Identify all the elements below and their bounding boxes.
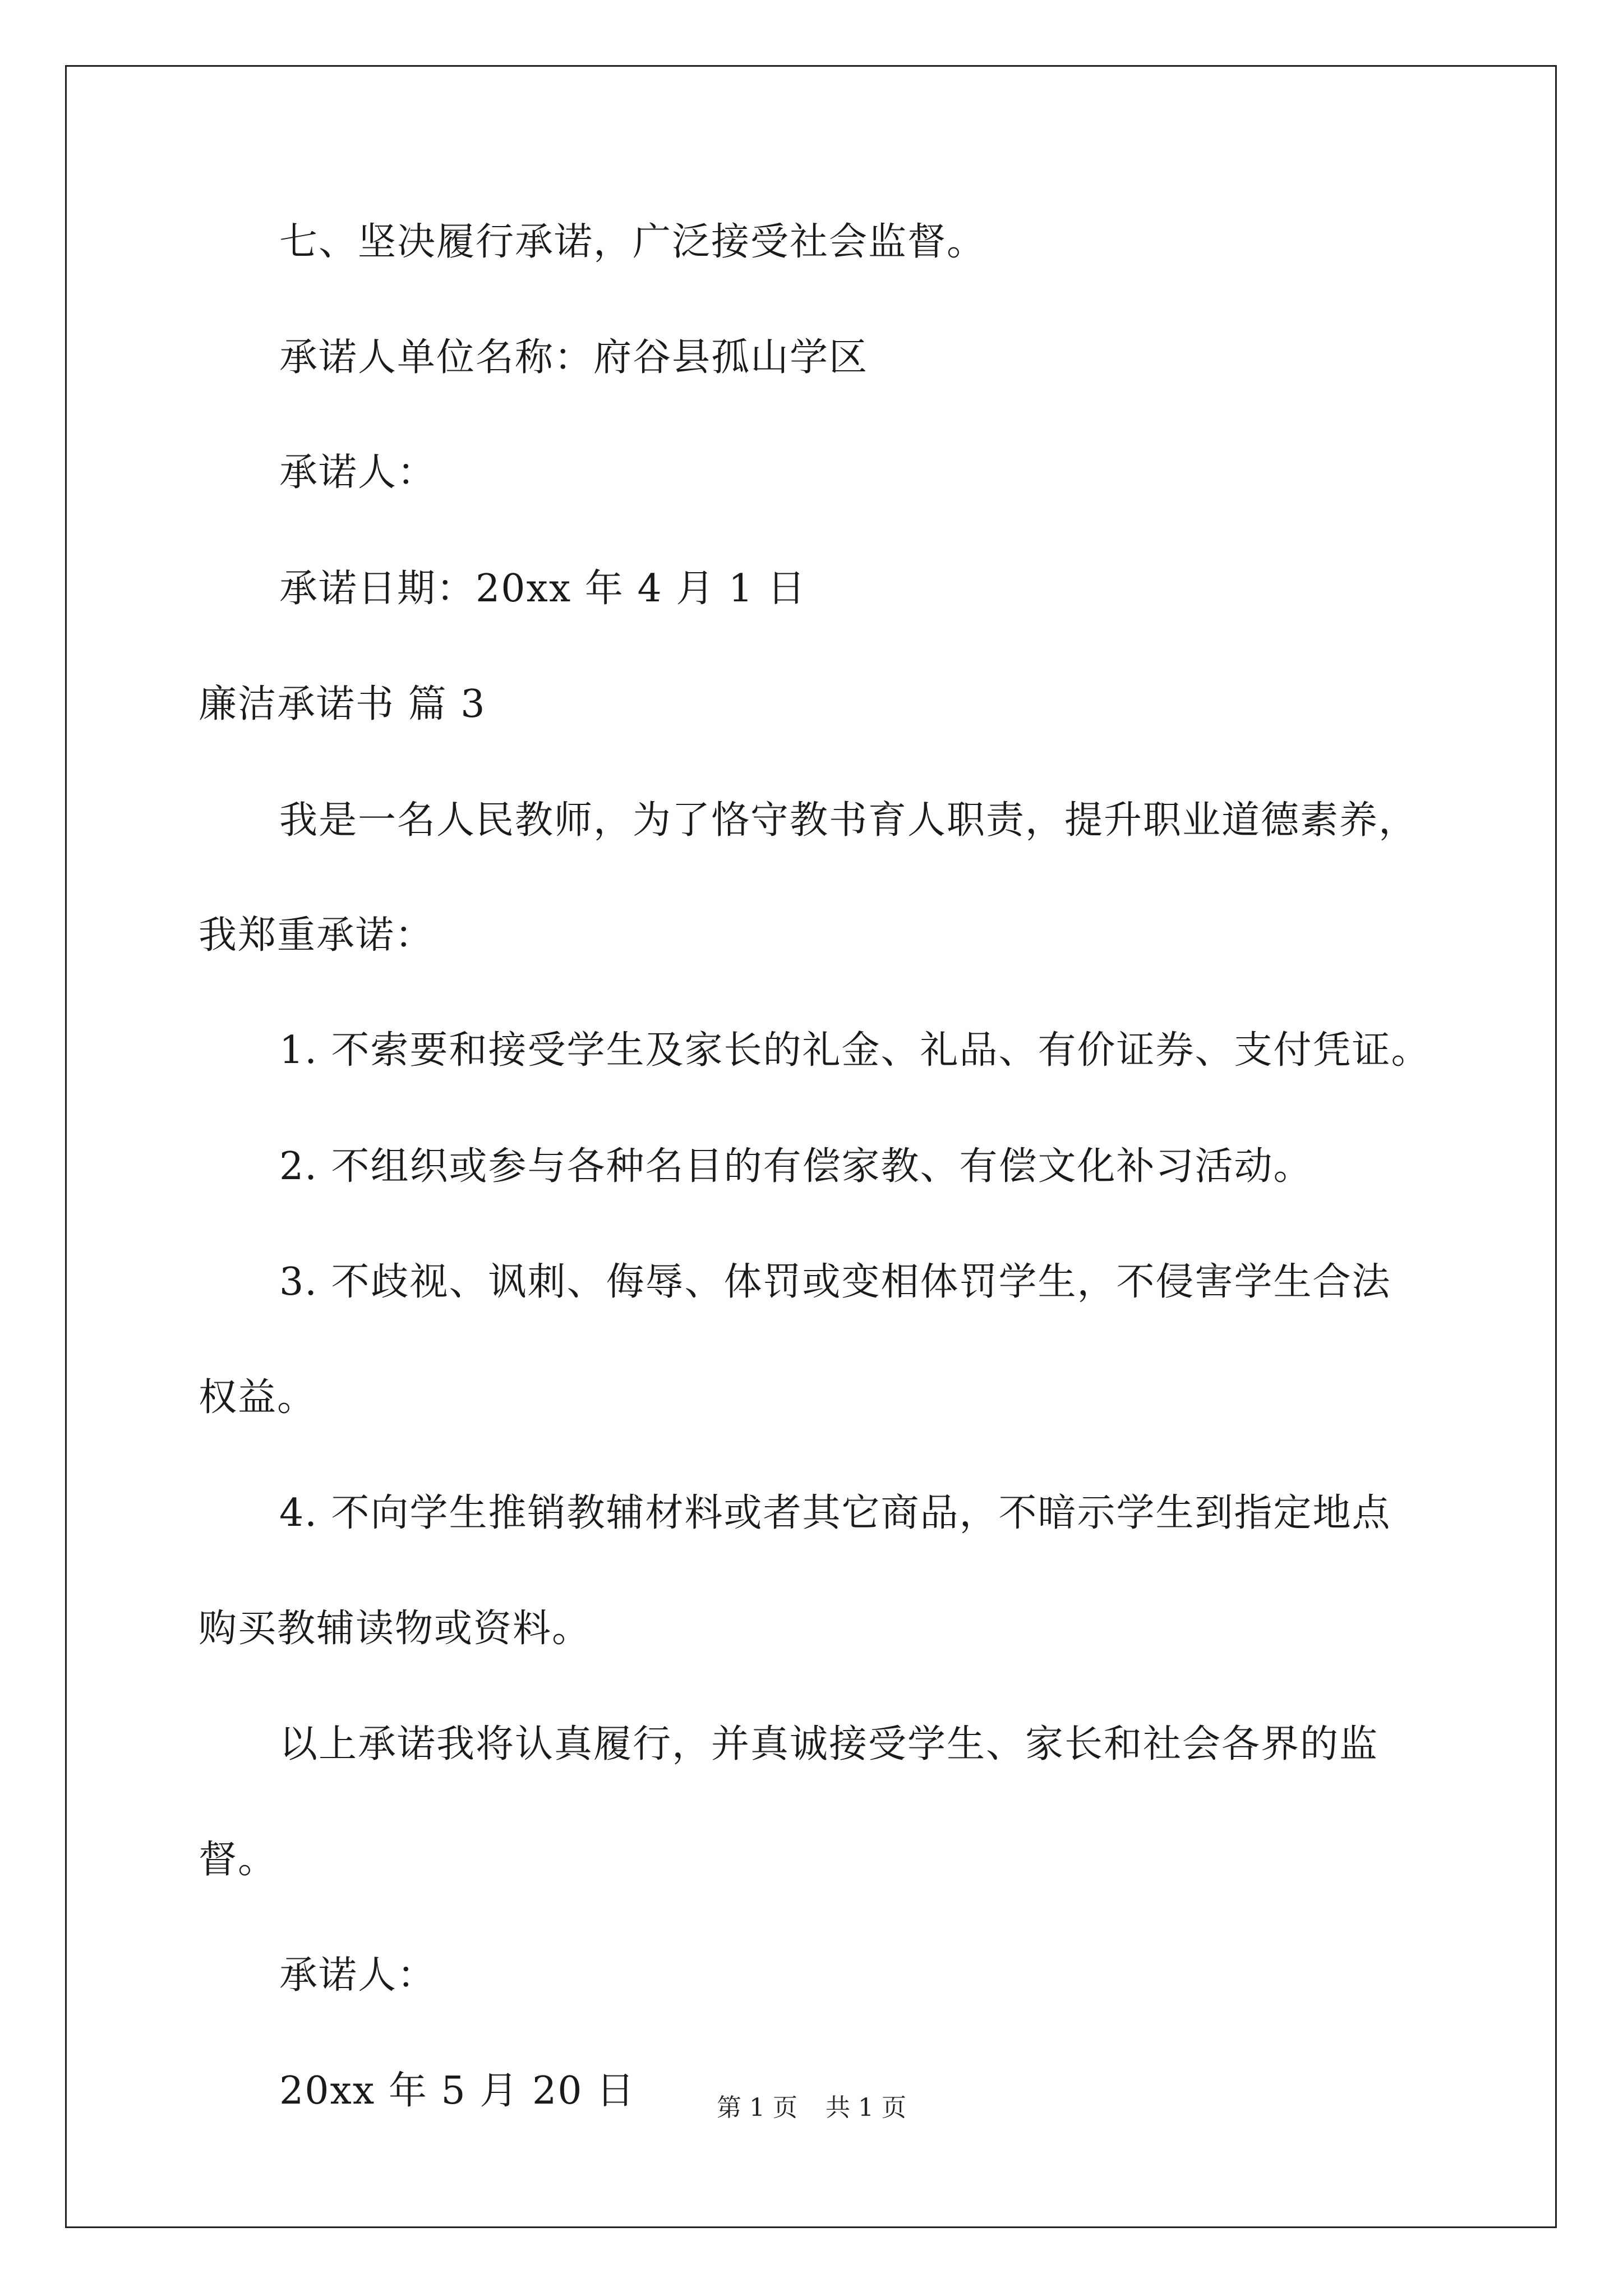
signature-date: 20xx 年 5 月 20 日: [279, 2069, 636, 2113]
closing-line-2: 督。: [199, 1838, 278, 1882]
clause-7: 七、坚决履行承诺，广泛接受社会监督。: [279, 220, 986, 264]
closing-line-1: 以上承诺我将认真履行，并真诚接受学生、家长和社会各界的监: [279, 1722, 1379, 1766]
item-4-line-2: 购买教辅读物或资料。: [199, 1607, 592, 1651]
promisor-label: 承诺人：: [279, 450, 437, 495]
item-3-line-1: 3. 不歧视、讽刺、侮辱、体罚或变相体罚学生，不侵害学生合法: [279, 1260, 1391, 1304]
item-3-line-2: 权益。: [199, 1375, 317, 1420]
intro-paragraph-line-1: 我是一名人民教师，为了恪守教书育人职责，提升职业道德素养，: [279, 798, 1418, 843]
promise-date: 承诺日期：20xx 年 4 月 1 日: [279, 567, 806, 611]
signature-label: 承诺人：: [279, 1953, 437, 1998]
intro-paragraph-line-2: 我郑重承诺：: [199, 913, 435, 958]
page-number: 第 1 页: [717, 2093, 797, 2122]
page-footer: [0, 2093, 1623, 2123]
item-4-line-1: 4. 不向学生推销教辅材料或者其它商品，不暗示学生到指定地点: [279, 1491, 1391, 1535]
item-2: 2. 不组织或参与各种名目的有偿家教、有偿文化补习活动。: [279, 1144, 1313, 1189]
promisor-unit: 承诺人单位名称：府谷县孤山学区: [279, 335, 869, 380]
page-total: 共 1 页: [826, 2093, 906, 2122]
item-1: 1. 不索要和接受学生及家长的礼金、礼品、有价证券、支付凭证。: [279, 1028, 1431, 1073]
section-heading: 廉洁承诺书 篇 3: [199, 682, 486, 726]
